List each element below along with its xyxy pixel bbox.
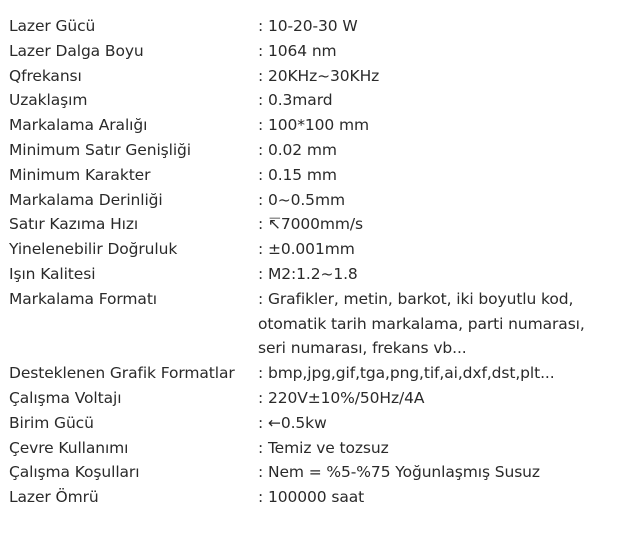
spec-value: : 0.3mard bbox=[258, 91, 333, 110]
spec-row-environment bbox=[9, 436, 614, 461]
spec-label: Desteklenen Grafik Formatlar bbox=[9, 364, 235, 383]
spec-row-engraving-speed bbox=[9, 212, 614, 237]
spec-label: Işın Kalitesi bbox=[9, 264, 96, 283]
spec-row-laser-lifetime bbox=[9, 485, 614, 510]
spec-label: Çevre Kullanımı bbox=[9, 438, 129, 457]
spec-value: : 1064 nm bbox=[258, 41, 337, 60]
spec-value: : 100000 saat bbox=[258, 488, 365, 507]
spec-value: : 0~0.5mm bbox=[258, 190, 345, 209]
spec-value-line: otomatik tarih markalama, parti numarası, bbox=[258, 314, 585, 333]
spec-row-graphic-formats bbox=[9, 361, 614, 386]
spec-value: : Nem = %5-%75 Yoğunlaşmış Susuz bbox=[258, 463, 540, 482]
spec-row-marking-range bbox=[9, 113, 614, 138]
spec-label: Birim Gücü bbox=[9, 413, 94, 432]
spec-value: : 0.15 mm bbox=[258, 165, 337, 184]
spec-label: Minimum Satır Genişliği bbox=[9, 140, 191, 159]
spec-row-repeat-accuracy bbox=[9, 237, 614, 262]
spec-row-min-character bbox=[9, 163, 614, 188]
spec-label: Yinelenebilir Doğruluk bbox=[9, 240, 178, 259]
spec-value: : ←0.5kw bbox=[258, 413, 327, 432]
spec-row-divergence bbox=[9, 88, 614, 113]
spec-value: : 220V±10%/50Hz/4A bbox=[258, 388, 425, 407]
spec-row-laser-power bbox=[9, 14, 614, 39]
spec-row-marking-depth bbox=[9, 188, 614, 213]
spec-label: Qfrekansı bbox=[9, 66, 82, 85]
spec-value: : 10-20-30 W bbox=[258, 17, 358, 35]
spec-row-beam-quality bbox=[9, 262, 614, 287]
spec-row-unit-power bbox=[9, 411, 614, 436]
spec-label: Lazer Gücü bbox=[9, 17, 96, 35]
spec-value: : M2:1.2~1.8 bbox=[258, 264, 358, 283]
spec-label: Markalama Aralığı bbox=[9, 116, 148, 135]
spec-label: Lazer Ömrü bbox=[9, 488, 99, 507]
spec-row-min-line-width bbox=[9, 138, 614, 163]
spec-value: : 20KHz~30KHz bbox=[258, 66, 380, 85]
spec-value-line: : Grafikler, metin, barkot, iki boyutlu kod, bbox=[258, 289, 574, 308]
spec-value: : ↸7000mm/s bbox=[258, 215, 363, 234]
spec-label: Çalışma Koşulları bbox=[9, 463, 140, 482]
spec-row-marking-format bbox=[9, 287, 614, 361]
spec-value: : bmp,jpg,gif,tga,png,tif,ai,dxf,dst,plt... bbox=[258, 364, 555, 383]
spec-value: : 0.02 mm bbox=[258, 140, 337, 159]
spec-label: Uzaklaşım bbox=[9, 91, 88, 110]
spec-value: : Temiz ve tozsuz bbox=[258, 438, 389, 457]
spec-value-multiline bbox=[258, 287, 614, 361]
spec-row-operating-voltage bbox=[9, 386, 614, 411]
spec-row-operating-conditions bbox=[9, 460, 614, 485]
spec-value: : ±0.001mm bbox=[258, 240, 355, 259]
spec-table bbox=[9, 14, 614, 510]
spec-label: Markalama Formatı bbox=[9, 289, 158, 308]
spec-label: Çalışma Voltajı bbox=[9, 388, 122, 407]
spec-label: Markalama Derinliği bbox=[9, 190, 163, 209]
spec-row-wavelength bbox=[9, 39, 614, 64]
spec-label: Satır Kazıma Hızı bbox=[9, 215, 139, 234]
spec-row-q-frequency bbox=[9, 64, 614, 89]
spec-value: : 100*100 mm bbox=[258, 116, 369, 135]
spec-label: Lazer Dalga Boyu bbox=[9, 41, 144, 60]
spec-label: Minimum Karakter bbox=[9, 165, 151, 184]
spec-value-line: seri numarası, frekans vb... bbox=[258, 339, 467, 358]
